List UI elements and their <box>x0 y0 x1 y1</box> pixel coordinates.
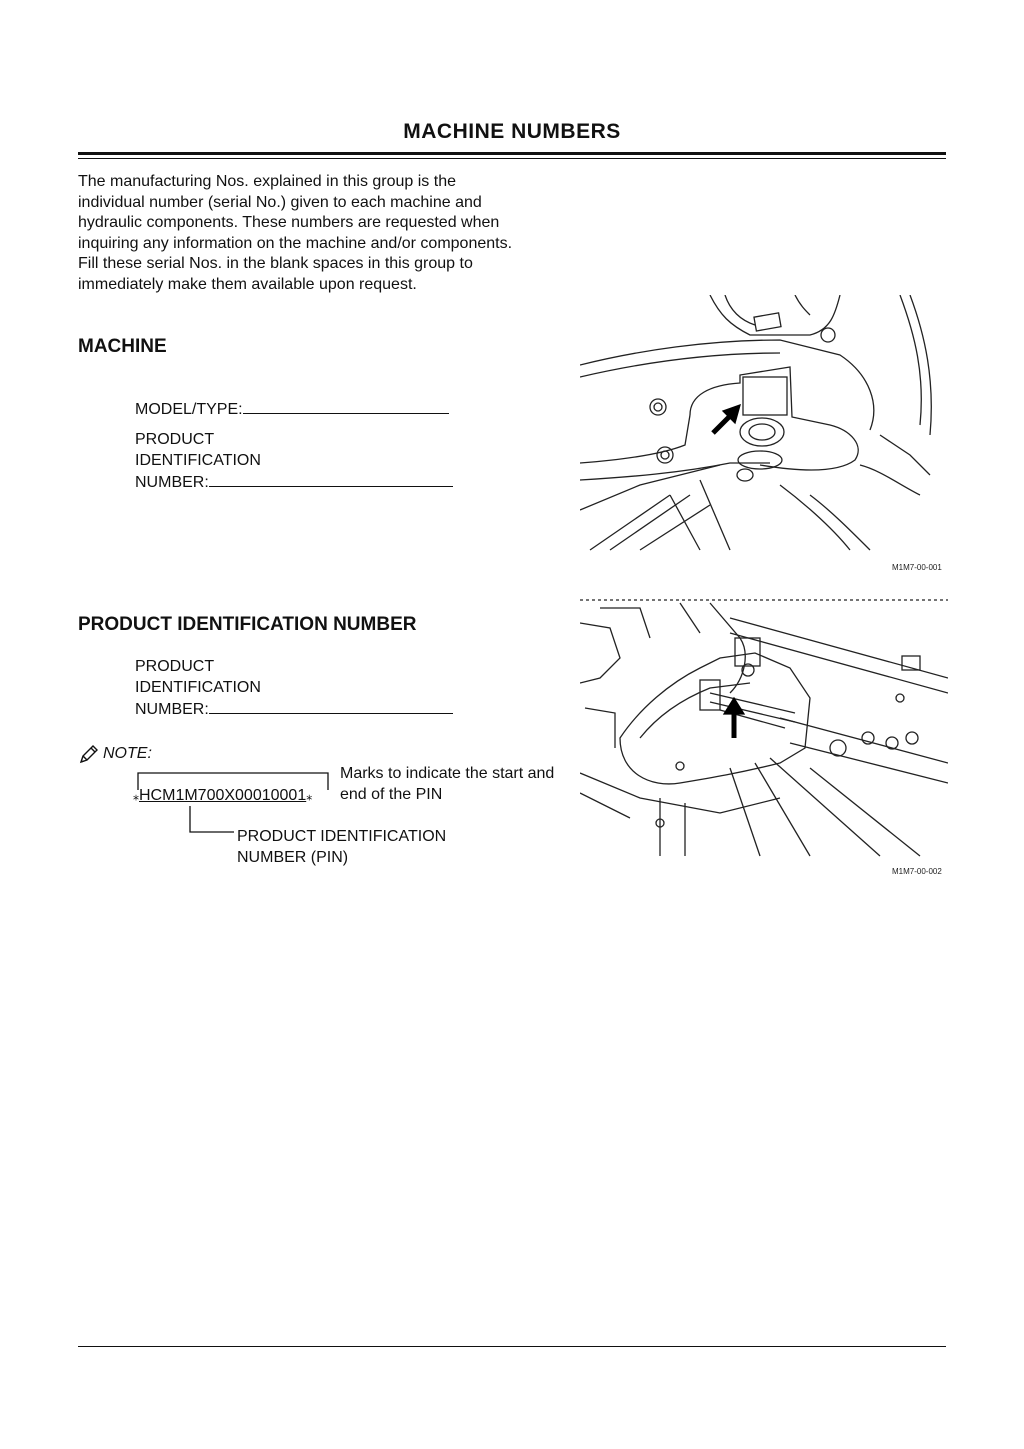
pin-label-line2: IDENTIFICATION <box>135 678 261 696</box>
machine-pin-label-line1: PRODUCT <box>135 431 215 448</box>
figure-1-caption: M1M7-00-001 <box>892 563 942 572</box>
pencil-icon <box>78 743 100 765</box>
pin-blank[interactable] <box>209 699 453 714</box>
title-rule-thick <box>78 152 946 155</box>
machine-pin-blank[interactable] <box>209 472 453 487</box>
machine-figure-1 <box>580 295 948 553</box>
pin-field <box>135 657 475 720</box>
pin-heading: PRODUCT IDENTIFICATION NUMBER <box>78 614 417 635</box>
machine-heading: MACHINE <box>78 336 167 357</box>
pin-example-row <box>133 787 312 805</box>
pin-desc-line2: NUMBER (PIN) <box>237 848 349 866</box>
machine-pin-label-line3: NUMBER: <box>135 473 209 491</box>
marks-description <box>340 764 580 806</box>
pin-start-marker: ⁎ <box>133 789 139 803</box>
model-type-label: MODEL/TYPE: <box>135 401 243 418</box>
machine-figure-2 <box>580 598 948 858</box>
marks-desc-line1: Marks to indicate the start and <box>340 765 555 782</box>
machine-pin-field <box>135 430 475 493</box>
pin-end-marker: ⁎ <box>306 789 313 803</box>
machine-pin-label-line2: IDENTIFICATION <box>135 451 261 469</box>
marks-desc-line2: end of the PIN <box>340 785 443 803</box>
pin-description <box>237 827 497 869</box>
pin-desc-line1: PRODUCT IDENTIFICATION <box>237 828 447 845</box>
intro-paragraph: The manufacturing Nos. explained in this group is the individual number (serial No.) given to each machine and hydraulic components. These numbers are requested when inquiring any information on the machine and/or components. Fill these serial Nos. in the blank spaces in this group to immediately make them available upon request. <box>78 173 513 293</box>
model-type-field <box>135 399 475 421</box>
model-type-blank[interactable] <box>243 399 449 414</box>
pin-label-line1: PRODUCT <box>135 658 215 675</box>
note-label: NOTE: <box>103 745 152 762</box>
footer-rule <box>78 1346 946 1347</box>
pin-label-line3: NUMBER: <box>135 700 209 718</box>
pin-example-value: HCM1M700X00010001 <box>139 787 307 804</box>
page-title: MACHINE NUMBERS <box>403 120 621 143</box>
title-rule-thin <box>78 158 946 159</box>
figure-2-caption: M1M7-00-002 <box>892 867 942 876</box>
